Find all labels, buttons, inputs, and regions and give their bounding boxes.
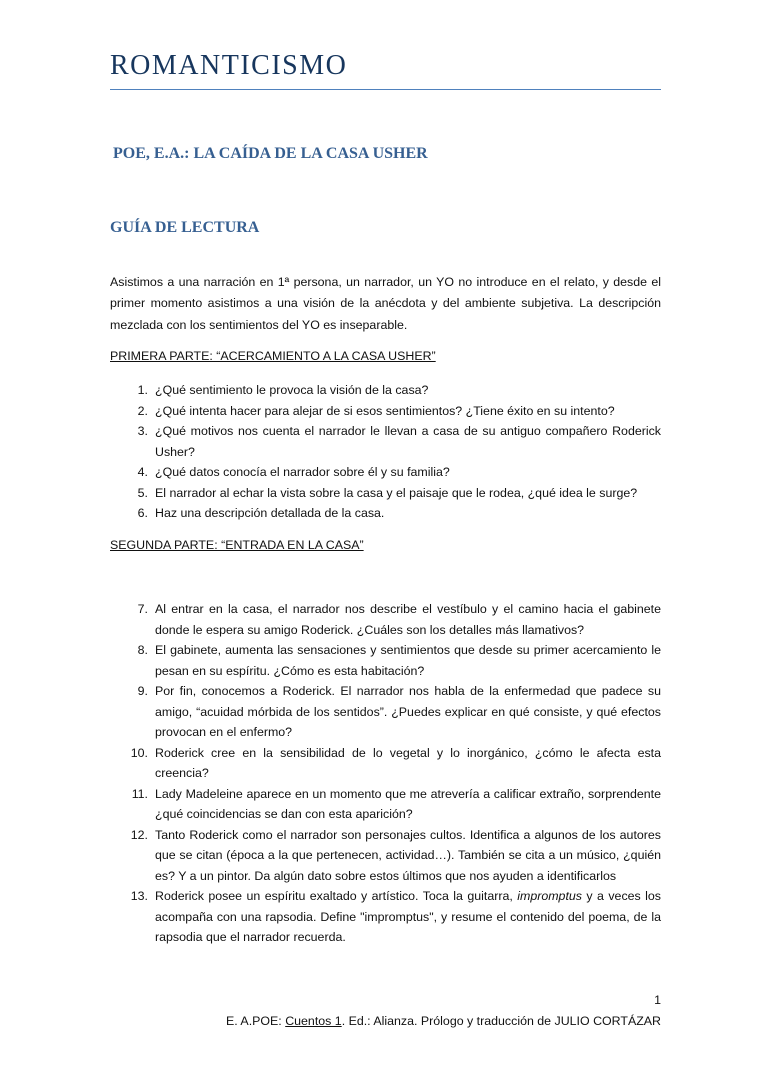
list-item: 12. Tanto Roderick como el narrador son personajes cultos. Identifica a algunos de los autores que se citan (época a la que pertenecen, actividad…). También se cita a un músico, ¿quién es? Y a un pintor. Da algún dato sobre estos últimos que nos ayuden a identificarlos — [130, 827, 661, 883]
list-item: 4. ¿Qué datos conocía el narrador sobre él y su familia? — [137, 465, 450, 479]
part-one-heading: PRIMERA PARTE: “ACERCAMIENTO A LA CASA USHER” — [110, 349, 436, 363]
list-item: 10. Roderick cree en la sensibilidad de lo vegetal y lo inorgánico, ¿cómo le afecta esta creencia? — [130, 745, 661, 780]
list-item: 13. Roderick posee un espíritu exaltado y artístico. Toca la guitarra, impromptus y a veces los acompaña con una rapsodia. Define "impromptus", y resume el contenido del poema, de la rapsodia que el narrador recuerda. — [130, 889, 661, 944]
list-item: 7. Al entrar en la casa, el narrador nos describe el vestíbulo y el camino hacia el gabinete donde le espera su amigo Roderick. ¿Cuáles son los detalles más llamativos? — [137, 602, 661, 637]
list-item: 11. Lady Madeleine aparece en un momento que me atrevería a calificar extraño, sorprendente ¿qué coincidencias se dan con esta aparición? — [131, 786, 661, 821]
document-title: ROMANTICISMO — [110, 50, 348, 81]
list-item: 1. ¿Qué sentimiento le provoca la visión de la casa? — [137, 383, 429, 397]
list-item: 6. Haz una descripción detallada de la casa. — [137, 506, 385, 520]
list-item: 5. El narrador al echar la vista sobre la casa y el paisaje que le rodea, ¿qué idea le surge? — [137, 485, 638, 500]
list-item: 2. ¿Qué intenta hacer para alejar de si esos sentimientos? ¿Tiene éxito en su intento? — [137, 403, 615, 418]
intro-paragraph: Asistimos a una narración en 1ª persona, un narrador, un YO no introduce en el relato, y desde el primer momento asistimos a una visión de la anécdota y del ambiente subjetiva. La descripción mezclada con los sentimientos del YO es inseparable. — [110, 275, 661, 332]
list-item: 9. Por fin, conocemos a Roderick. El narrador nos habla de la enfermedad que padece su amigo, “acuidad mórbida de los sentidos”. ¿Puedes explicar en qué consiste, y qué efectos provocan en el enfermo? — [137, 684, 661, 739]
part-two-heading: SEGUNDA PARTE: “ENTRADA EN LA CASA” — [110, 538, 364, 552]
part-two-questions — [110, 599, 661, 948]
footer-citation: E. A.POE: Cuentos 1. Ed.: Alianza. Prólogo y traducción de JULIO CORTÁZAR — [225, 1014, 661, 1028]
title-divider — [110, 89, 661, 90]
list-item: 3. ¿Qué motivos nos cuenta el narrador le llevan a casa de su antiguo compañero Roderick Usher? — [137, 424, 661, 459]
page-number: 1 — [654, 993, 661, 1007]
list-item: 8. El gabinete, aumenta las sensaciones y sentimientos que desde su primer acercamiento le pesan en su espíritu. ¿Cómo es esta habitación? — [137, 643, 661, 678]
part-one-questions — [110, 380, 661, 524]
reading-guide-heading: GUÍA DE LECTURA — [110, 219, 260, 236]
document-subtitle: POE, E.A.: LA CAÍDA DE LA CASA USHER — [113, 145, 428, 162]
book-title: Cuentos 1 — [285, 1014, 342, 1028]
